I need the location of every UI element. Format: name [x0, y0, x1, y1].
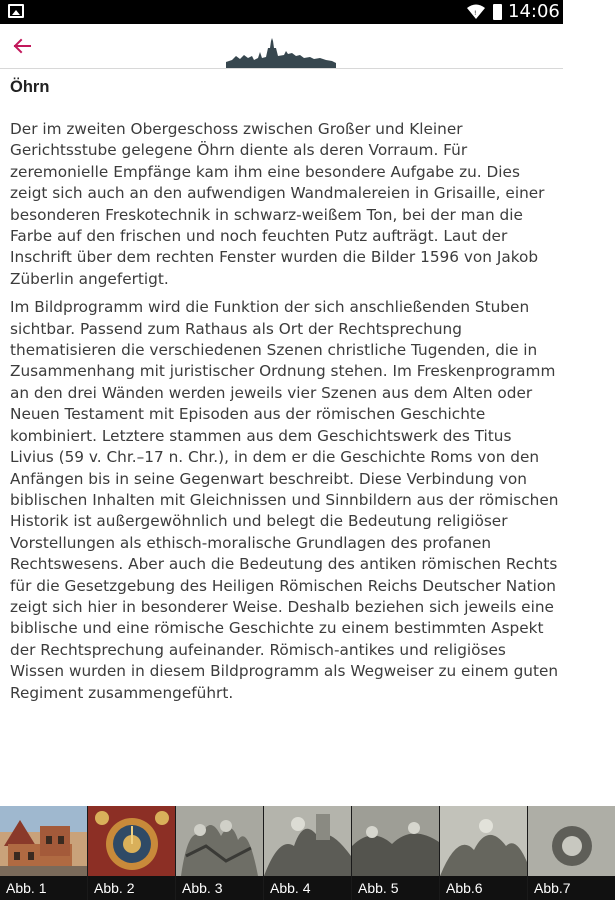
thumbnail-caption: Abb.6 — [440, 876, 527, 900]
gallery-thumbnail-7[interactable] — [528, 806, 615, 900]
thumbnail-image — [0, 806, 87, 876]
town-skyline-icon — [226, 38, 336, 68]
thumbnail-caption: Abb. 2 — [88, 876, 175, 900]
article-content — [0, 70, 563, 806]
app-bar — [0, 24, 563, 69]
image-gallery-strip[interactable] — [0, 806, 571, 900]
thumbnail-caption: Abb. 3 — [176, 876, 263, 900]
thumbnail-caption: Abb.7 — [528, 876, 615, 900]
thumbnail-image — [352, 806, 439, 876]
arrow-left-icon[interactable] — [8, 32, 36, 60]
gallery-thumbnail-2[interactable] — [88, 806, 175, 900]
svg-text:!: ! — [474, 10, 477, 17]
gallery-thumbnail-6[interactable] — [440, 806, 527, 900]
thumbnail-image — [264, 806, 351, 876]
thumbnail-image — [440, 806, 527, 876]
thumbnail-caption: Abb. 4 — [264, 876, 351, 900]
thumbnail-image — [88, 806, 175, 876]
article-paragraph: Im Bildprogramm wird die Funktion der sich anschließenden Stuben sichtbar. Passend zum Rathaus als Ort der Rechtsprechung thematisieren die verschiedenen Szenen christliche Tugenden, die in Zusammenhang mit juristischer Ordnung stehen. Im Freskenprogramm an den drei Wänden werden jeweils vier Szenen aus dem Alten oder Neuen Testament mit Episoden aus der römischen Geschichte kombiniert. Letztere stammen aus dem Geschichtswerk des Titus Livius (59 v. Chr.–17 n. Chr.), in dem er die Geschichte Roms von den Anfängen bis in seine Gegenwart beschreibt. Diese Verbindung von biblischen Inhalten mit Gleichnissen und Sinnbildern aus der römischen Historik ist außergewöhnlich und belegt die Bedeutung religiöser Vorstellungen als ethisch-moralische Grundlagen des profanen Rechtswesens. Aber auch die Bedeutung des antiken römischen Rechts für die Gesetzgebung des Heiligen Römischen Reichs Deutscher Nation zeigt sich hier in besonderer Weise. Deshalb beziehen sich jeweils eine biblische und eine römische Geschichte zu einem bestimmten Aspekt der Rechtsprechung aufeinander. Römisch-antikes und religiöses Wissen wurden in diesem Bildprogramm als Wegweiser zu einem guten Regiment zusammengeführt. — [10, 298, 559, 702]
gallery-thumbnail-4[interactable] — [264, 806, 351, 900]
gallery-thumbnail-5[interactable] — [352, 806, 439, 900]
thumbnail-caption: Abb. 5 — [352, 876, 439, 900]
thumbnail-image — [528, 806, 615, 876]
article-title: Öhrn — [10, 78, 50, 96]
gallery-icon — [8, 4, 24, 18]
status-time: 14:06 — [508, 1, 560, 22]
gallery-thumbnail-1[interactable] — [0, 806, 87, 900]
battery-icon — [493, 4, 502, 20]
gallery-thumbnail-3[interactable] — [176, 806, 263, 900]
thumbnail-image — [176, 806, 263, 876]
article-paragraph: Der im zweiten Obergeschoss zwischen Großer und Kleiner Gerichtsstube gelegene Öhrn diente als deren Vorraum. Für zeremonielle Empfänge kam ihm eine besondere Aufgabe zu. Dies zeigt sich auch an den aufwendigen Wandmalereien in Grisaille, einer besonderen Freskotechnik in schwarz-weißem Ton, bei der man die Farbe auf den frischen und noch feuchten Putz aufträgt. Laut der Inschrift über dem rechten Fenster wurden die Bilder 1596 von Jakob Züberlin angefertigt. — [10, 120, 545, 288]
status-bar — [0, 0, 563, 24]
wifi-icon — [466, 2, 486, 22]
thumbnail-caption: Abb. 1 — [0, 876, 87, 900]
